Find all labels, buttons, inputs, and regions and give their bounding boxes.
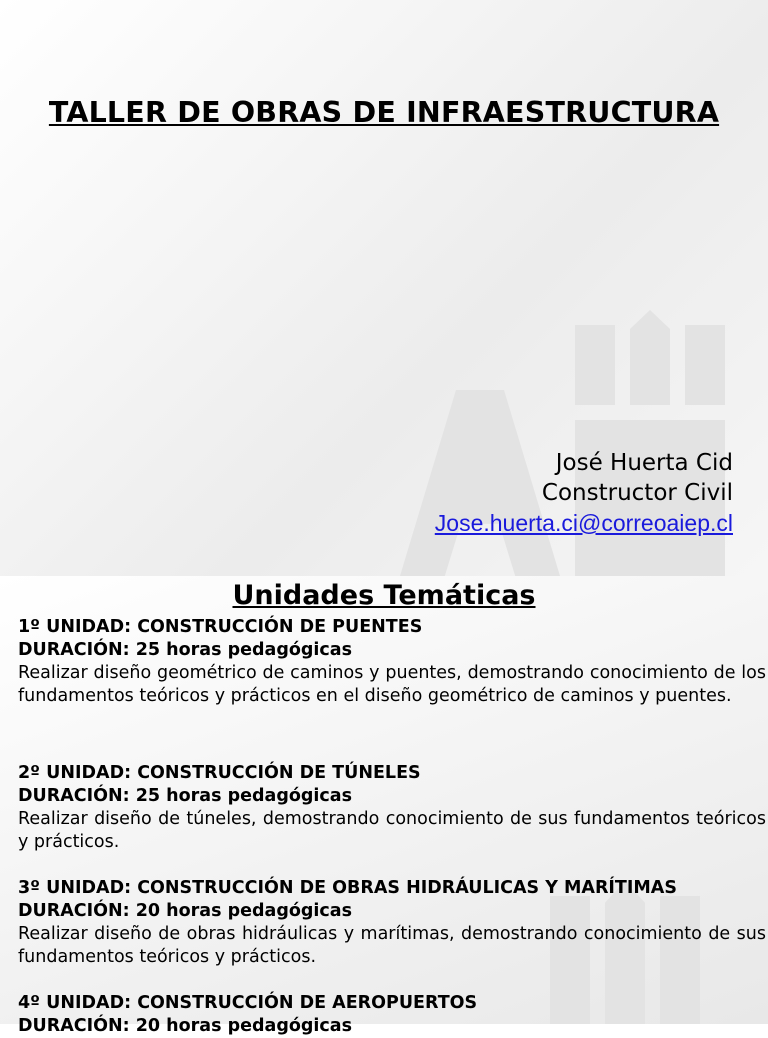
unit-2 [18,762,766,854]
unit-description: Realizar diseño de obras hidráulicas y marítimas, demostrando conocimiento de sus fundamentos teóricos y prácticos. [18,924,766,967]
unit-3 [18,877,766,969]
unit-heading: 2º UNIDAD: CONSTRUCCIÓN DE TÚNELES [18,763,421,783]
unit-4 [18,992,766,1038]
unit-duration: DURACIÓN: 20 horas pedagógicas [18,1016,353,1036]
unit-description: Realizar diseño geométrico de caminos y puentes, demostrando conocimiento de los fundamentos teóricos y prácticos en el diseño geométrico de caminos y puentes. [18,663,766,706]
author-name: José Huerta Cid [555,450,733,476]
unit-duration: DURACIÓN: 20 horas pedagógicas [18,901,353,921]
unit-description: Realizar diseño de túneles, demostrando conocimiento de sus fundamentos teóricos y prácticos. [18,809,766,852]
unit-1 [18,616,766,708]
author-role: Constructor Civil [541,480,733,506]
unit-heading: 1º UNIDAD: CONSTRUCCIÓN DE PUENTES [18,617,423,637]
unit-heading: 3º UNIDAD: CONSTRUCCIÓN DE OBRAS HIDRÁULICAS Y MARÍTIMAS [18,878,677,898]
author-block [435,448,733,539]
unit-duration: DURACIÓN: 25 horas pedagógicas [18,786,353,806]
author-email-link[interactable]: Jose.huerta.ci@correoaiep.cl [434,510,733,536]
page-title: TALLER DE OBRAS DE INFRAESTRUCTURA [48,96,720,129]
section-title: Unidades Temáticas [232,580,536,611]
unit-duration: DURACIÓN: 25 horas pedagógicas [18,640,353,660]
unit-heading: 4º UNIDAD: CONSTRUCCIÓN DE AEROPUERTOS [18,993,478,1013]
